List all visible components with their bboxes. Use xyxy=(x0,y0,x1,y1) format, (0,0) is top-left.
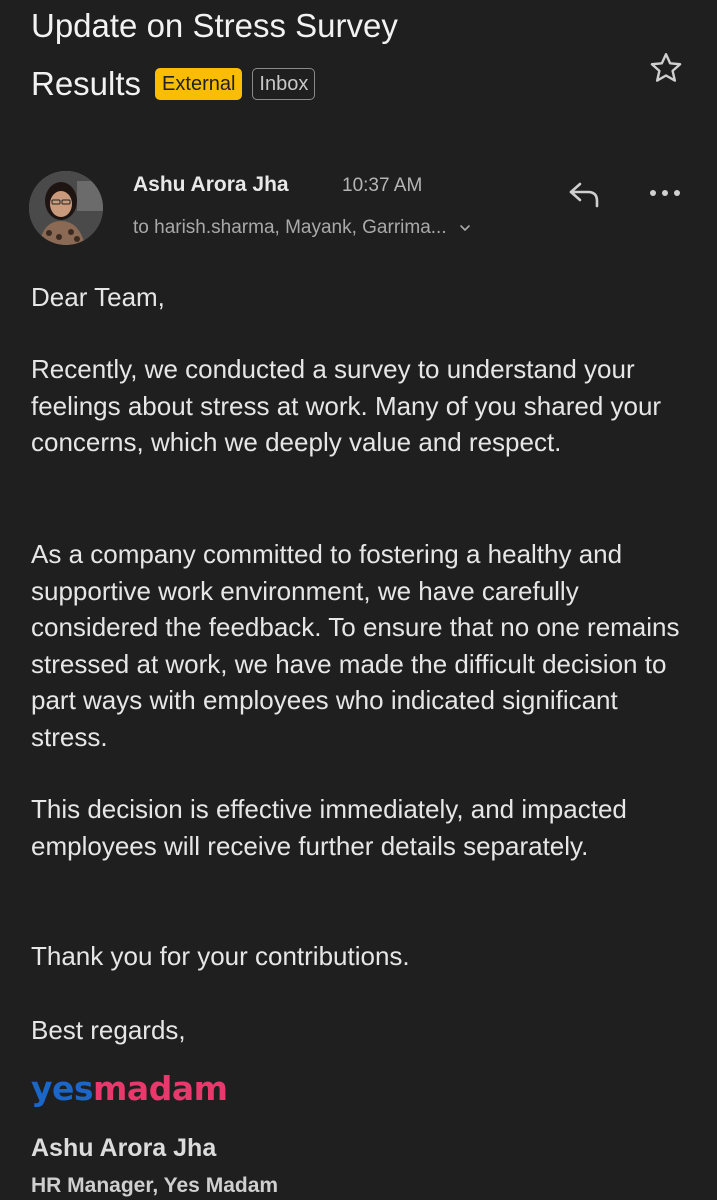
sender-name[interactable]: Ashu Arora Jha xyxy=(133,173,289,196)
signature-name: Ashu Arora Jha xyxy=(31,1134,217,1162)
star-icon[interactable] xyxy=(648,50,684,86)
avatar-image xyxy=(29,171,103,245)
inbox-label[interactable]: Inbox xyxy=(252,68,315,100)
signature-title: HR Manager, Yes Madam xyxy=(31,1174,279,1197)
sent-time: 10:37 AM xyxy=(342,175,423,196)
body-paragraph-3: This decision is effective immediately, and impacted employees will receive further details separately. xyxy=(31,794,627,861)
avatar[interactable] xyxy=(29,171,103,245)
greeting: Dear Team, xyxy=(31,282,165,312)
chevron-down-icon xyxy=(459,222,471,234)
closing: Best regards, xyxy=(31,1015,186,1045)
reply-icon[interactable] xyxy=(566,178,602,210)
logo-madam: madam xyxy=(93,1069,228,1108)
email-subject-line2 xyxy=(31,64,315,104)
body-paragraph-4: Thank you for your contributions. xyxy=(31,941,410,971)
body-paragraph-2: As a company committed to fostering a healthy and supportive work environment, we have carefully considered the feedback. To ensure that no one remains stressed at work, we have made the difficult decision to part ways with employees who indicated significant stress. xyxy=(31,539,680,752)
logo-yes: yes xyxy=(31,1069,94,1108)
email-subject-text: Results xyxy=(31,65,142,102)
external-badge: External xyxy=(155,68,242,100)
recipients-toggle[interactable] xyxy=(133,217,471,239)
body-paragraph-1: Recently, we conducted a survey to understand your feelings about stress at work. Many of you shared your concerns, which we deeply value and respect. xyxy=(31,354,662,457)
more-icon[interactable] xyxy=(648,186,682,200)
email-subject-line1: Update on Stress Survey xyxy=(31,7,398,44)
company-logo xyxy=(31,1069,227,1108)
recipients-text: to harish.sharma, Mayank, Garrima... xyxy=(133,217,447,238)
